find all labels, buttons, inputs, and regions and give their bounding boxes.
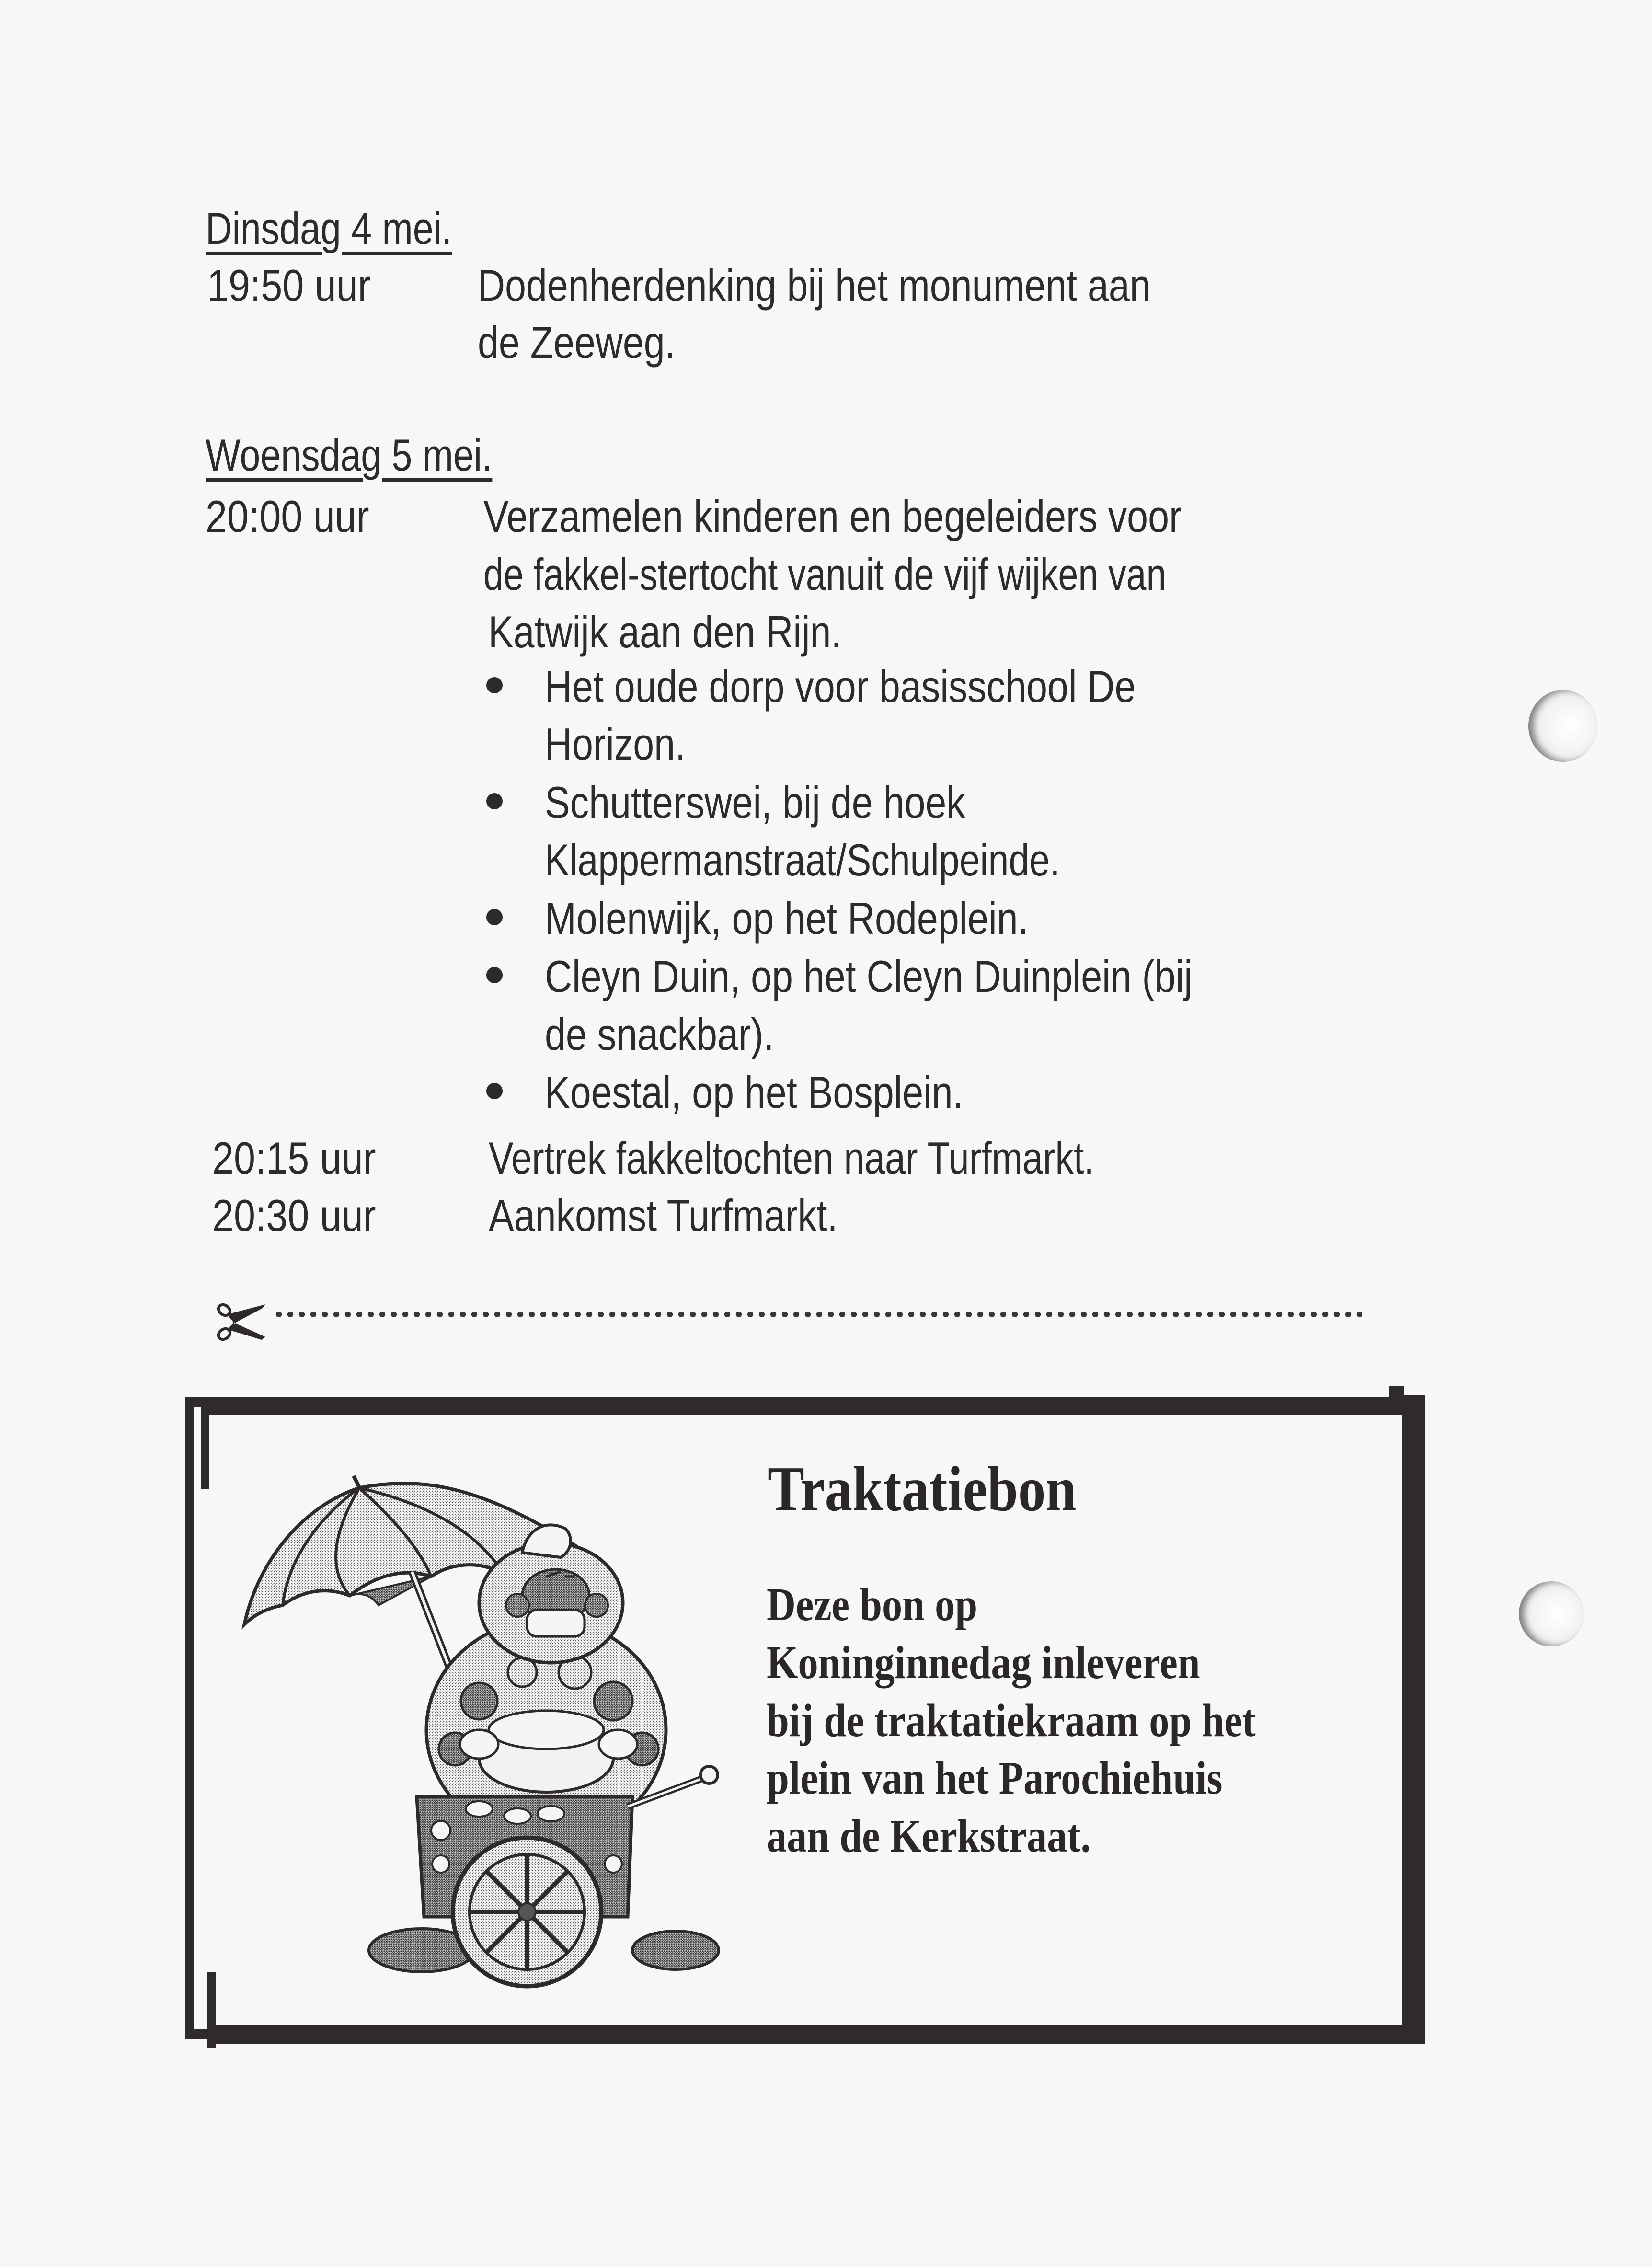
bullet-text-line: Het oude dorp voor basisschool De (545, 661, 1136, 712)
time-2000: 20:00 uur (206, 491, 369, 541)
frame-border (201, 1407, 1404, 1415)
frame-border (185, 1397, 194, 2039)
coupon-body-line: plein van het Parochiehuis (767, 1752, 1223, 1804)
event-text-line: de fakkel-stertocht vanuit de vijf wijken van (483, 549, 1167, 599)
frame-border (1402, 1395, 1425, 2040)
bullet-text-line: Molenwijk, op het Rodeplein. (545, 893, 1029, 944)
event-text-line: Dodenherdenking bij het monument aan (478, 260, 1151, 311)
punch-hole (1519, 1581, 1584, 1646)
coupon-body-line: aan de Kerkstraat. (767, 1810, 1091, 1862)
event-text-line: Aankomst Turfmarkt. (489, 1190, 838, 1241)
bullet-text-line: Schutterswei, bij de hoek (545, 777, 965, 828)
punch-hole (1528, 690, 1597, 762)
bullet-text-line: de snackbar). (545, 1009, 774, 1059)
coupon-body-line: Deze bon op (767, 1579, 978, 1631)
bullet-icon (486, 793, 503, 809)
bullet-icon (486, 909, 503, 925)
bullet-text-line: Horizon. (545, 719, 686, 769)
event-text-line: Katwijk aan den Rijn. (488, 607, 842, 657)
time-2030: 20:30 uur (212, 1190, 376, 1241)
day-heading-dinsdag: Dinsdag 4 mei. (206, 203, 452, 253)
coupon-body-line: bij de traktatiekraam op het (767, 1695, 1256, 1747)
coupon-title: Traktatiebon (768, 1453, 1077, 1524)
bullet-text-line: Koestal, op het Bosplein. (545, 1067, 964, 1117)
frame-border (1389, 1386, 1399, 1405)
bullet-icon (486, 677, 503, 693)
bullet-icon (486, 1083, 503, 1099)
event-text-line: Vertrek fakkeltochten naar Turfmarkt. (489, 1133, 1094, 1183)
time-2015: 20:15 uur (212, 1133, 376, 1183)
event-text-line: de Zeeweg. (478, 317, 676, 368)
frame-border (201, 1407, 209, 1489)
coupon-body-line: Koninginnedag inleveren (767, 1637, 1200, 1689)
scissors-icon (216, 1302, 266, 1342)
time-1950: 19:50 uur (207, 260, 371, 311)
clown-with-umbrella-illustration (230, 1433, 728, 2008)
frame-border (207, 2025, 1425, 2044)
bullet-icon (486, 967, 503, 983)
bullet-text-line: Cleyn Duin, op het Cleyn Duinplein (bij (545, 951, 1193, 1001)
day-heading-woensdag: Woensdag 5 mei. (206, 430, 493, 480)
frame-border (185, 2029, 209, 2039)
event-text-line: Verzamelen kinderen en begeleiders voor (483, 491, 1182, 541)
dotted-cut-line (273, 1312, 1362, 1317)
bullet-text-line: Klappermanstraat/Schulpeinde. (545, 835, 1060, 885)
frame-border (185, 1397, 1403, 1407)
